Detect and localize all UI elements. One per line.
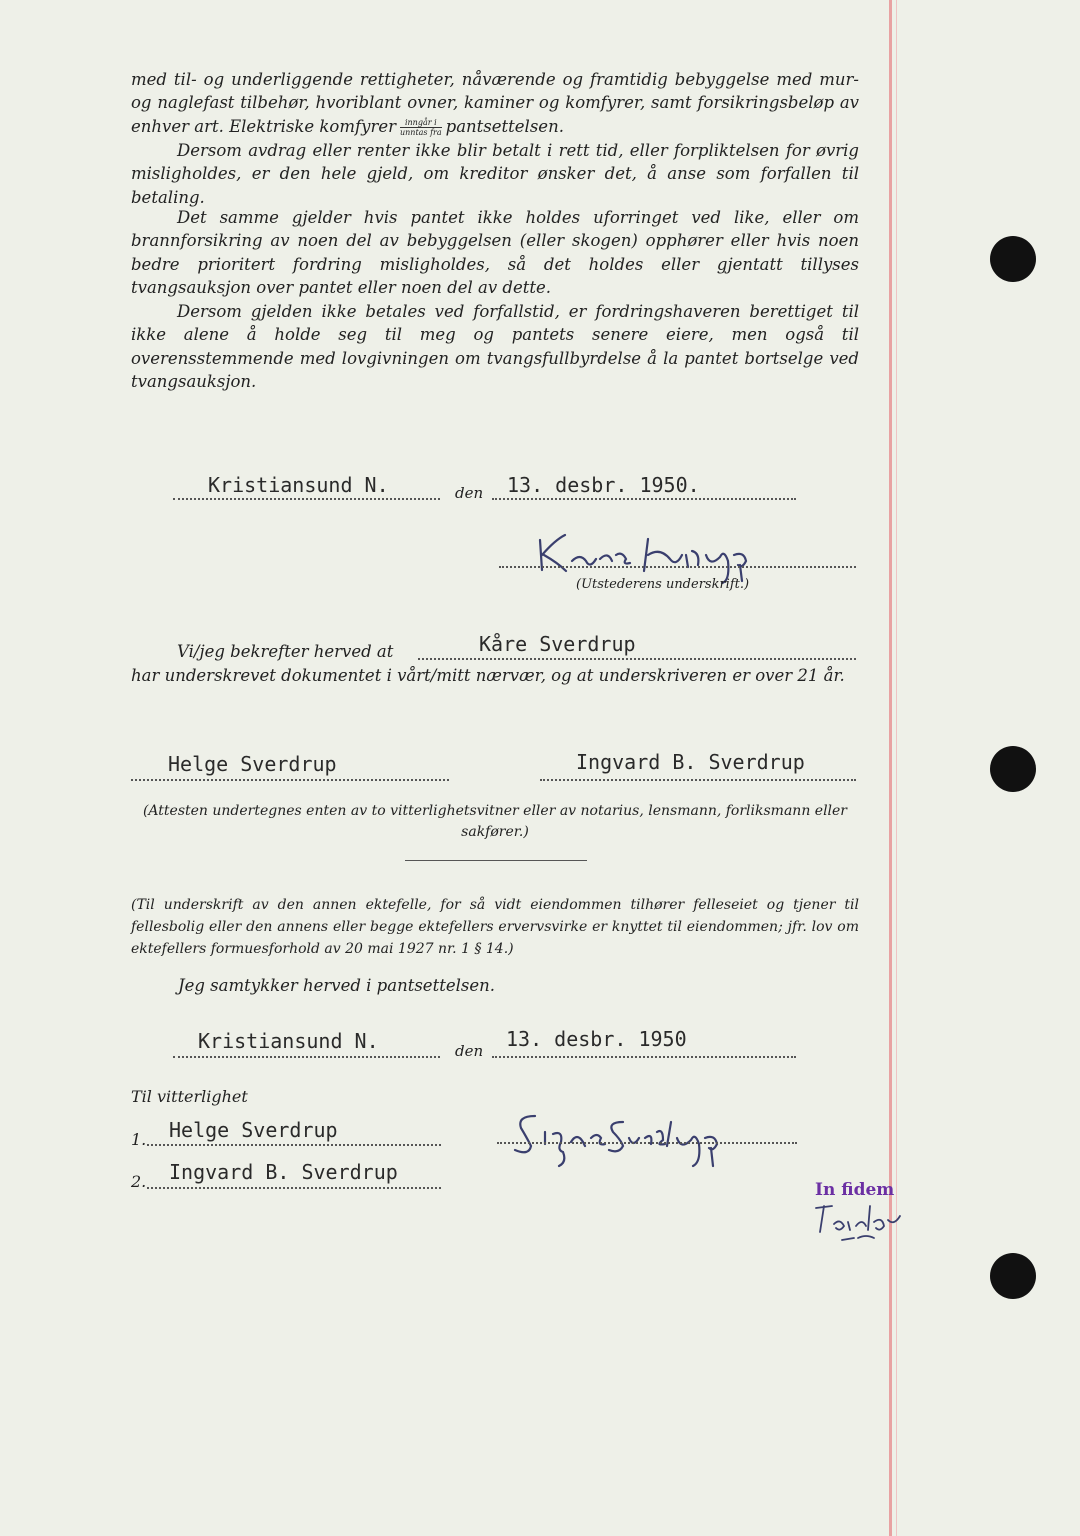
witness-left-dotted-line <box>131 779 449 781</box>
vitterlighet-num-1: 1. <box>131 1130 147 1149</box>
section-divider <box>405 860 587 861</box>
place-dotted-line <box>173 498 440 500</box>
issuer-signature-caption: (Utstederens underskrift.) <box>576 577 750 592</box>
witness-left-name: Helge Sverdrup <box>168 752 337 776</box>
vitterlighet-num-2: 2. <box>131 1172 147 1191</box>
consent-den-label: den <box>455 1042 484 1060</box>
vitterlighet-name-1: Helge Sverdrup <box>169 1118 338 1142</box>
fraction-inngar-unntas: $\frac{\text{inngår i}}{\text{unntas fra}}$ <box>399 117 442 137</box>
confirmation-name: Kåre Sverdrup <box>479 632 636 656</box>
vitterlighet-dotted-line-2 <box>147 1187 441 1189</box>
margin-line-secondary <box>896 0 897 1536</box>
punch-hole-top <box>990 236 1036 282</box>
issuer-place: Kristiansund N. <box>208 473 389 497</box>
punch-hole-bottom <box>990 1253 1036 1299</box>
witness-right-dotted-line <box>540 779 856 781</box>
den-label: den <box>455 484 484 502</box>
vitterlighet-dotted-line-1 <box>147 1144 441 1146</box>
consent-date-dotted-line <box>492 1056 796 1058</box>
confirmation-text: har underskrevet dokumentet i vårt/mitt nærvær, og at underskriveren er over 21 år. <box>131 666 845 685</box>
spouse-note: (Til underskrift av den annen ektefelle, for så vidt eiendommen tilhører felleseiet og tjener til fellesbolig eller den annens eller begge ektefellers ervervsvirke er knyttet til eiendommen; jfr. lov om ektefellers formuesforhold av 20 mai 1927 nr. 1 § 14.) <box>131 897 859 957</box>
paragraph-insurance: Det samme gjelder hvis pantet ikke holdes uforringet ved like, eller om brannforsikring av noen del av bebyggelsen (eller skogen) opphører eller hvis noen bedre prioritert fordring misligholdes, så det holdes eller gjentatt tillyses tvangsauksjon over pantet eller noen del av dette. <box>131 208 859 298</box>
witness-right-name: Ingvard B. Sverdrup <box>576 750 805 774</box>
paragraph-auction: Dersom gjelden ikke betales ved forfallstid, er fordringshaveren berettiget til ikke alene å holde seg til meg og pantets senere eiere, men også til overensstemmende med lovgivningen om tvangsfullbyrdelse å la pantet bortselge ved tvangsauksjon. <box>131 302 859 392</box>
paragraph-rights: med til- og underliggende rettigheter, nåværende og framtidig bebyggelse med mur- og naglefast tilbehør, hvoriblant ovner, kaminer og komfyrer, samt forsikringsbeløp av enhver art. Elektriske komfyrer $\frac{\text{inngår i}}{\text{unntas fra}}$ pantsettelsen. <box>131 70 859 137</box>
attest-note: (Attesten undertegnes enten av to vitterlighetsvitner eller av notarius, lensmann, forliksmann eller sakfører.) <box>142 803 848 840</box>
date-dotted-line <box>492 498 796 500</box>
confirmation-prefix: Vi/jeg bekrefter herved at <box>177 642 394 661</box>
margin-line <box>889 0 892 1536</box>
in-fidem-stamp: In fidem <box>815 1180 895 1200</box>
consent-text: Jeg samtykker herved i pantsettelsen. <box>178 976 495 995</box>
in-fidem-signature <box>810 1196 906 1246</box>
paragraph-default: Dersom avdrag eller renter ikke blir betalt i rett tid, eller forpliktelsen for øvrig misligholdes, er den hele gjeld, om kreditor ønsker det, å anse som forfallen til betaling. <box>131 141 859 207</box>
issuer-date: 13. desbr. 1950. <box>507 473 700 497</box>
vitterlighet-label: Til vitterlighet <box>131 1087 248 1106</box>
signature-dotted-line <box>499 566 856 568</box>
vitterlighet-name-2: Ingvard B. Sverdrup <box>169 1160 398 1184</box>
issuer-signature <box>530 525 790 585</box>
punch-hole-middle <box>990 746 1036 792</box>
spouse-signature-dotted-line <box>497 1142 797 1144</box>
consent-date: 13. desbr. 1950 <box>506 1027 687 1051</box>
spouse-signature <box>505 1108 765 1170</box>
consent-place-dotted-line <box>173 1056 440 1058</box>
consent-place: Kristiansund N. <box>198 1029 379 1053</box>
confirmation-dotted-line <box>418 658 856 660</box>
